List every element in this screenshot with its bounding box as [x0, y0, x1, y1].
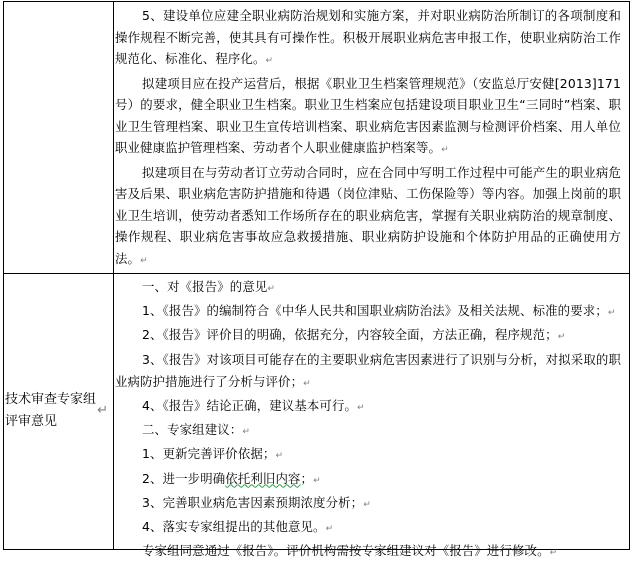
suggestion-item-1: 1、更新完善评价依据；↵: [142, 446, 284, 462]
row-label: 技术审查专家组评审意见: [5, 392, 97, 429]
opinion-item-3: 3、《报告》对该项目可能存在的主要职业病危害因素进行了识别与分析，对拟采取的职业病防护措施进行了分析与评价；↵: [115, 351, 621, 389]
spellcheck-underline: 依托利旧内容: [225, 470, 301, 486]
recommendations-cell: [111, 2, 625, 270]
paragraph-mark: ↵: [441, 145, 449, 155]
suggestion-item-3: 3、完善职业病危害因素预期浓度分析；↵: [142, 494, 371, 510]
paragraph-archives: 拟建项目应在投产运营后，根据《职业卫生档案管理规范》（安监总厅安健[2013]171号）的要求，健全职业卫生档案。职业卫生档案应包括建设项目职业卫生“三同时”档案、职业卫生管理档案、职业卫生宣传培训档案、职业病危害因素监测与检测评价档案、用人单位职业健康监护管理档案、劳动者个人职业健康监护档案等。↵: [115, 75, 621, 155]
suggestion-item-2: 2、进一步明确依托利旧内容；↵: [142, 470, 321, 486]
paragraph-contract: 拟建项目在与劳动者订立劳动合同时，应在合同中写明工作过程中可能产生的职业病危害及后果、职业病危害防护措施和待遇（岗位津贴、工伤保险等）等内容。加强上岗前的职业卫生培训，使劳动者悉知工作场所存在的职业病危害，掌握有关职业病防治的规章制度、操作规程、职业病危害事故应急救援措施、职业病防护设施和个体防护用品的正确使用方法。↵: [115, 164, 621, 266]
final-conclusion: 专家组同意通过《报告》。评价机构需按专家组建议对《报告》进行修改。↵: [142, 543, 558, 559]
paragraph-mark: ↵: [265, 56, 274, 66]
paragraph-planning: 5、建设单位应建全职业病防治规划和实施方案，并对职业病防治所制订的各项制度和操作规程不断完善，使其具有可操作性。积极开展职业病危害申报工作，使职业病防治工作规范化、标准化、程序化。↵: [115, 8, 621, 66]
opinion-item-2: 2、《报告》评价目的明确，依据充分，内容较全面，方法正确，程序规范；↵: [142, 327, 566, 343]
suggestion-item-4: 4、落实专家组提出的其他意见。↵: [142, 519, 334, 535]
paragraph-mark: ↵: [140, 255, 148, 266]
suggestion-heading: 二、专家组建议：↵: [142, 422, 251, 438]
row-label-cell: [2, 274, 108, 548]
paragraph-mark: ↵: [97, 403, 108, 418]
opinion-heading: 一、对《报告》的意见↵: [142, 279, 276, 294]
opinion-item-1: 1、《报告》的编制符合《中华人民共和国职业病防治法》及相关法规、标准的要求；↵: [142, 303, 616, 319]
opinion-item-4: 4、《报告》结论正确，建议基本可行。↵: [142, 398, 365, 414]
expert-opinion-cell: [111, 274, 625, 559]
